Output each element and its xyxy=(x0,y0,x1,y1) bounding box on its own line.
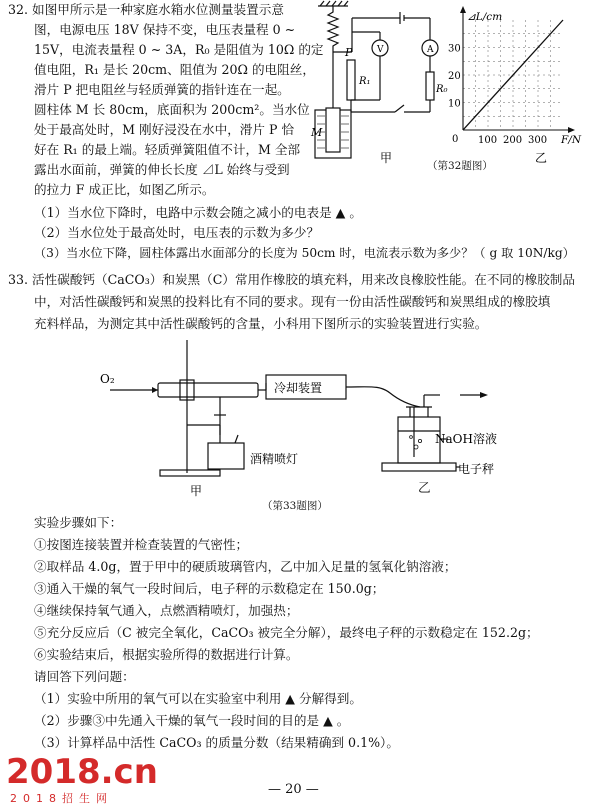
y-axis-arrow xyxy=(460,6,466,13)
lamp-label: 酒精喷灯 xyxy=(250,452,299,466)
cooler-label: 冷却装置 xyxy=(274,381,323,395)
r0-resistor xyxy=(426,72,434,100)
hard-glass-tube xyxy=(158,383,258,397)
fig32-label-jia: 甲 xyxy=(380,151,393,165)
fig32-label-yi: 乙 xyxy=(535,151,548,165)
x-tick-label: 100 xyxy=(478,135,498,146)
alcohol-blast-burner xyxy=(208,443,244,469)
o2-label: O₂ xyxy=(100,372,115,386)
switch xyxy=(395,105,404,112)
q32-line: 露出水面前，弹簧的伸长长度 ⊿L 始终与受到 xyxy=(34,162,290,177)
y-tick-label: 20 xyxy=(448,71,461,82)
q32-circuit-diagram xyxy=(300,0,450,170)
q33-subq-3: （3）计算样品中活性 CaCO₃ 的质量分数（结果精确到 0.1%）。 xyxy=(34,735,399,750)
iron-stand-base xyxy=(160,470,220,476)
q32-line: 好在 R₁ 的最上端。轻质弹簧阻值不计，M 全部 xyxy=(34,142,301,157)
spring xyxy=(328,6,338,52)
step-item: ③通入干燥的氧气一段时间后，电子秤的示数稳定在 150.0g； xyxy=(34,581,385,596)
r1-resistor xyxy=(347,60,355,100)
y-tick-label: 10 xyxy=(448,98,461,110)
label-r1: R₁ xyxy=(359,76,371,87)
step-item: ②取样品 4.0g，置于甲中的硬质玻璃管内，乙中加入足量的氢氧化钠溶液； xyxy=(34,559,457,574)
fig33-caption: （第33题图） xyxy=(262,500,328,512)
q32-subq-2: （2）当水位处于最高处时，电压表的示数为多少？ xyxy=(34,225,320,240)
q32-line: 15V，电流表量程 0 ~ 3A，R₀ 是阻值为 10Ω 的定 xyxy=(34,42,324,57)
fig33-label-yi: 乙 xyxy=(418,480,431,495)
y-tick-label: 30 xyxy=(448,43,461,55)
q33-subq-2: （2）步骤③中先通入干燥的氧气一段时间的目的是 ▲ 。 xyxy=(34,713,350,728)
q32-subq-3: （3）当水位下降，圆柱体露出水面部分的长度为 50cm 时，电流表示数为多少？（ g 取 10N/kg） xyxy=(34,246,575,260)
fig32-caption: （第32题图） xyxy=(427,160,493,172)
label-r0: R₀ xyxy=(436,84,448,95)
fig33-label-jia: 甲 xyxy=(190,484,203,498)
watermark-logo: 2018.cn xyxy=(6,752,158,792)
q32-line: 处于最高处时，M 刚好浸没在水中，滑片 P 恰 xyxy=(34,122,295,137)
q33-line: 充料样品，为测定其中活性碳酸钙的含量，小科用下图所示的实验装置进行实验。 xyxy=(34,316,488,331)
watermark-subtitle: 2018招生网 xyxy=(10,792,113,805)
questions-title: 请回答下列问题： xyxy=(34,669,135,684)
naoh-label: NaOH溶液 xyxy=(435,432,497,446)
label-p: P xyxy=(345,46,353,59)
scale-label: 电子秤 xyxy=(458,462,495,476)
q32-line: 32. 如图甲所示是一种家庭水箱水位测量装置示意 xyxy=(8,2,284,17)
q33-line: 33. 活性碳酸钙（CaCO₃）和炭黑（C）常用作橡胶的填充料，用来改良橡胶性能。在不同的橡胶制品 xyxy=(8,272,575,287)
y-axis-label: ⊿L/cm xyxy=(467,11,503,23)
step-item: ④继续保持氧气通入，点燃酒精喷灯，加强热； xyxy=(34,603,299,618)
q32-subq-1: （1）当水位下降时，电路中示数会随之减小的电表是 ▲ 。 xyxy=(34,205,362,220)
page-number: — 20 — xyxy=(268,782,319,797)
x-axis-arrow xyxy=(568,127,575,133)
x-tick-label: 300 xyxy=(528,135,548,146)
q33-apparatus-diagram xyxy=(80,335,500,498)
label-a: A xyxy=(427,45,434,55)
q32-chart xyxy=(445,0,585,170)
q32-line: 值电阻，R₁ 是长 20cm、阻值为 20Ω 的电阻丝， xyxy=(34,62,315,77)
steps-title: 实验步骤如下： xyxy=(34,515,123,530)
q33-line: 中，对活性碳酸钙和炭黑的投料比有不同的要求。现有一份由活性碳酸钙和炭黑组成的橡胶填 xyxy=(34,294,551,309)
label-m: M xyxy=(311,126,323,139)
origin-label: 0 xyxy=(452,134,459,145)
cylinder-m xyxy=(326,108,340,152)
gas-outlet-arrow xyxy=(480,392,488,398)
x-tick-label: 200 xyxy=(503,135,523,146)
electronic-scale xyxy=(382,463,456,471)
q33-subq-1: （1）实验中所用的氧气可以在实验室中利用 ▲ 分解得到。 xyxy=(34,691,362,706)
label-v: V xyxy=(377,45,384,55)
q32-line: 圆柱体 M 长 80cm，底面积为 200cm²。当水位 xyxy=(34,102,310,117)
q32-line: 滑片 P 把电阻丝与轻质弹簧的指针连在一起。 xyxy=(34,82,290,97)
o2-inlet-arrow xyxy=(152,387,158,393)
q32-line: 的拉力 F 成正比，如图乙所示。 xyxy=(34,182,215,197)
step-item: ⑤充分反应后（C 被完全氧化，CaCO₃ 被完全分解），最终电子秤的示数稳定在 152.2g； xyxy=(34,625,539,640)
step-item: ①按图连接装置并检查装置的气密性； xyxy=(34,537,249,552)
x-axis-label: F/N xyxy=(561,134,582,146)
q32-line: 图，电源电压 18V 保持不变，电压表量程 0 ~ xyxy=(34,22,296,37)
step-item: ⑥实验结束后，根据实验所得的数据进行计算。 xyxy=(34,647,299,662)
